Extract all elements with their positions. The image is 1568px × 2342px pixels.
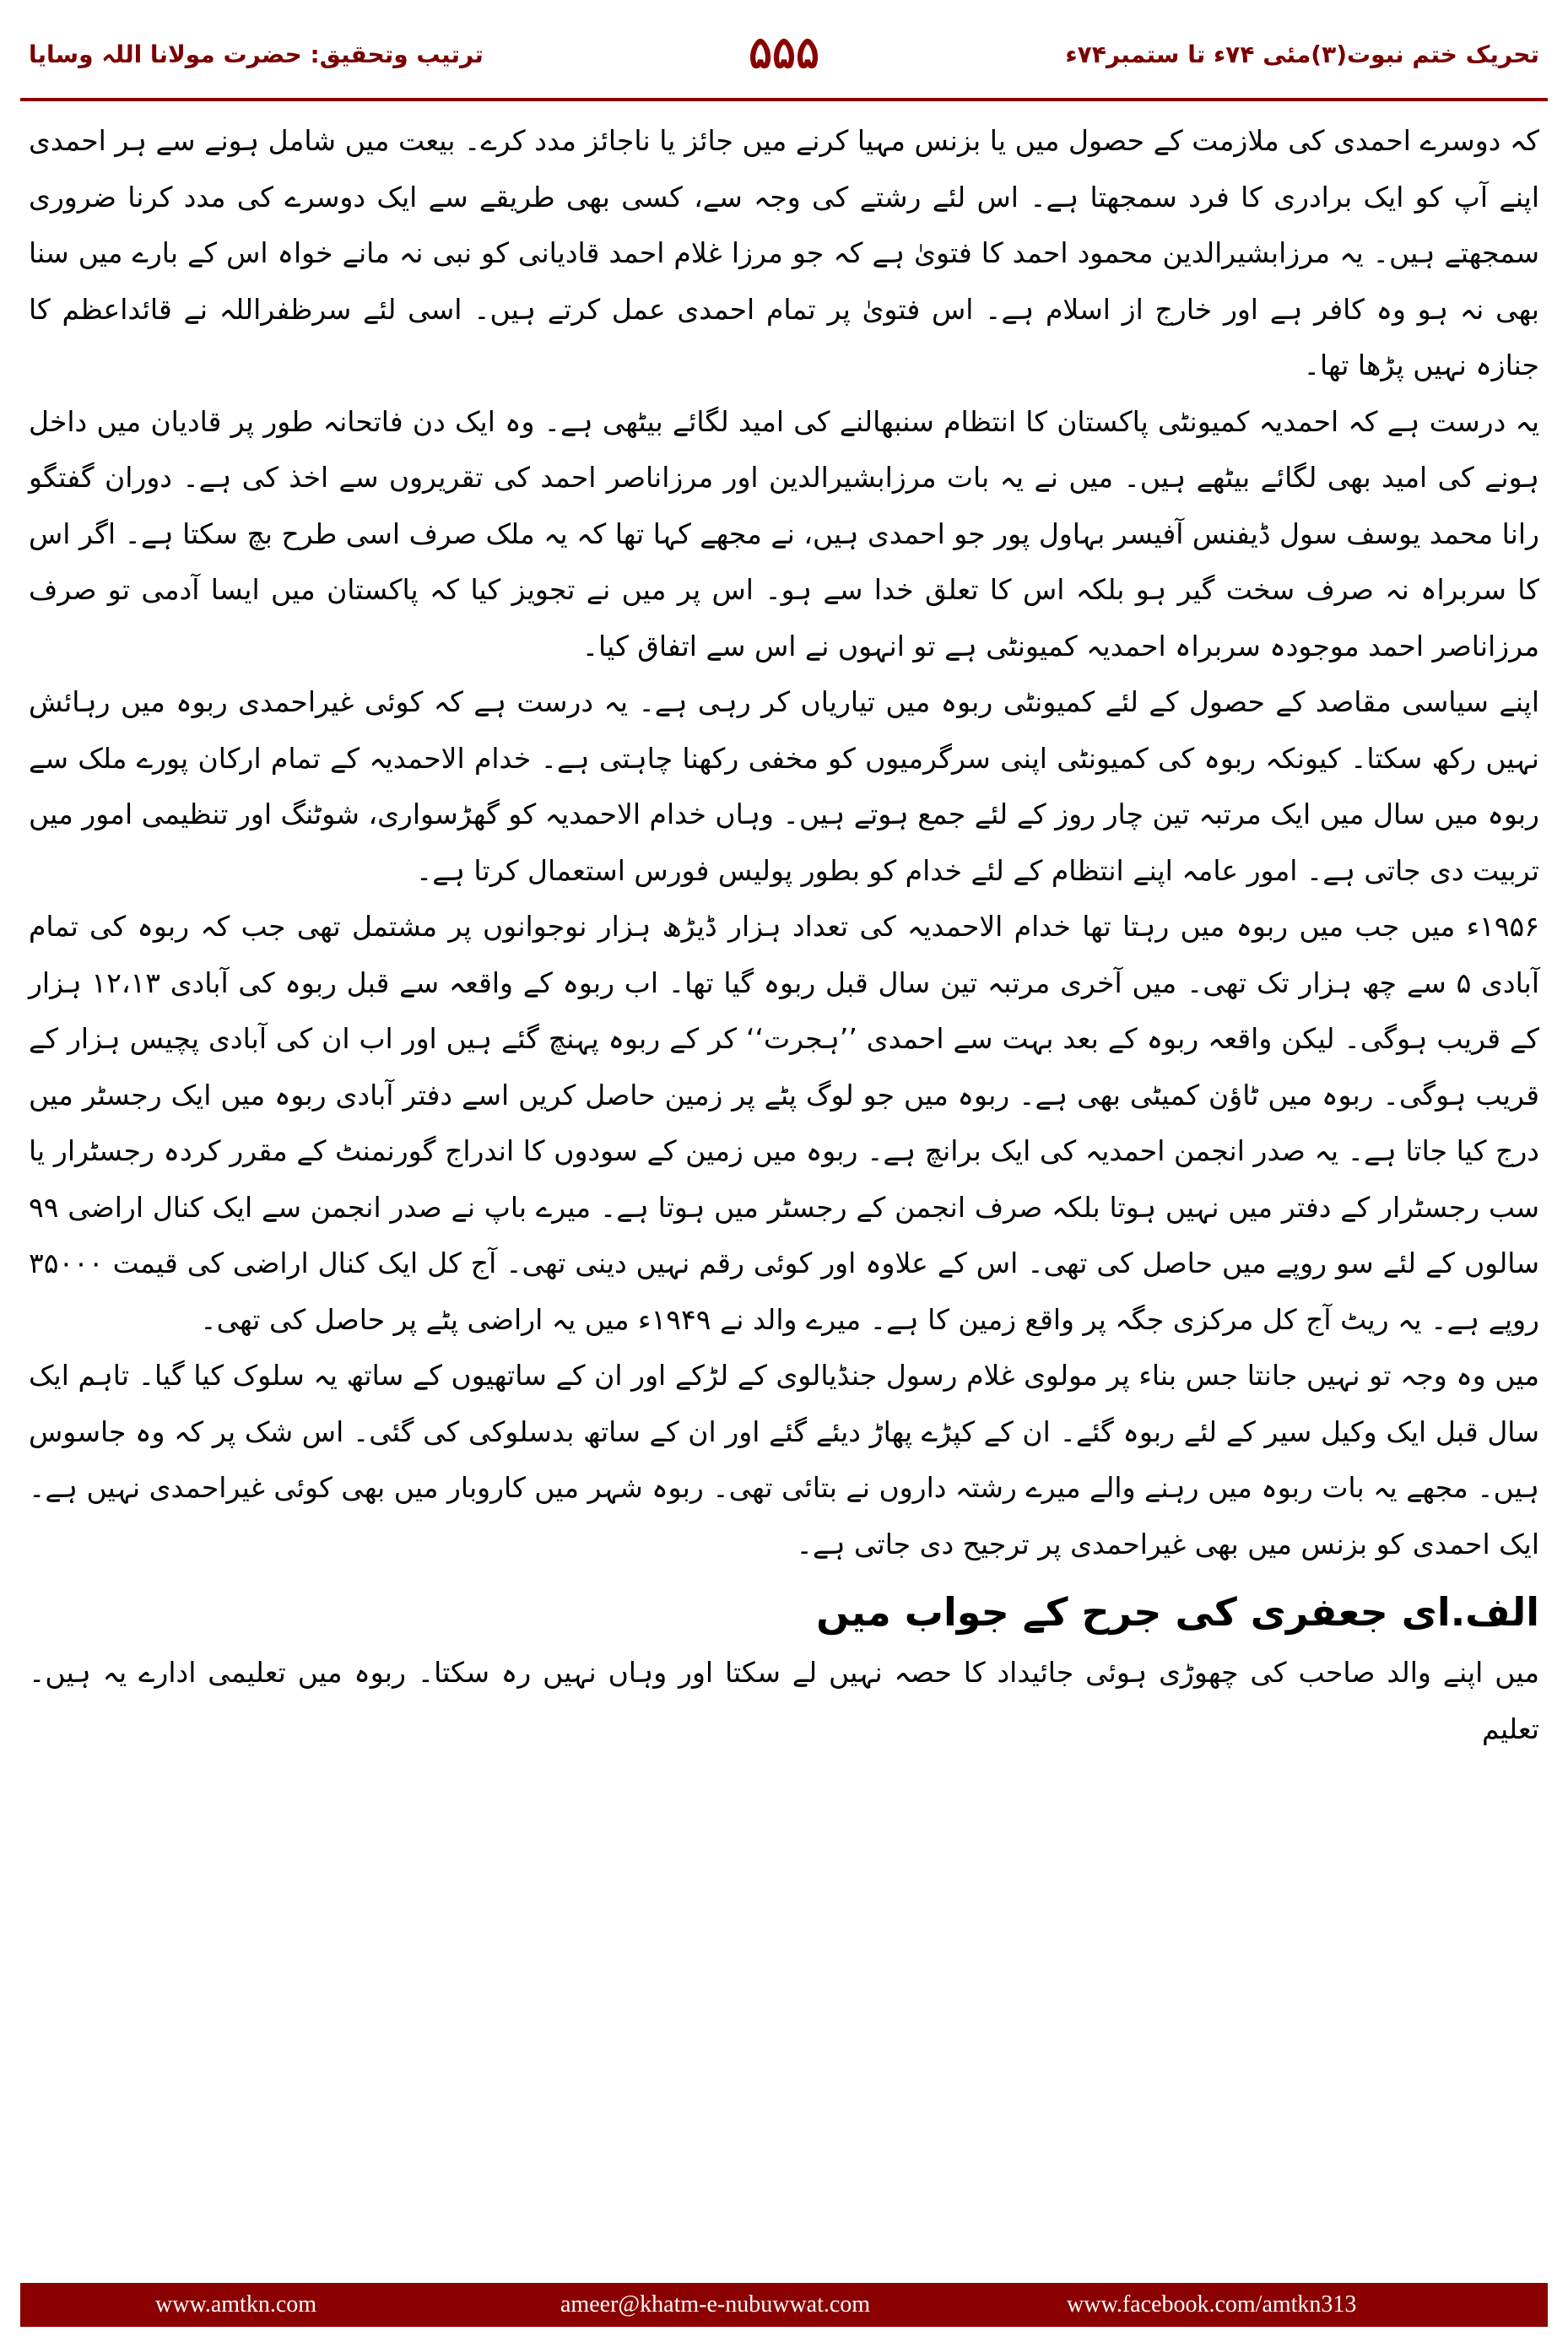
compiler-credit: ترتیب وتحقیق: حضرت مولانا اللہ وسایا [29, 41, 484, 68]
paragraph-2: یہ درست ہے کہ احمدیہ کمیونٹی پاکستان کا انتظام سنبھالنے کی امید لگائے بیٹھی ہے۔ وہ ایک دن فاتحانہ طور پر قادیان میں داخل ہونے کی امید بھی لگائے بیٹھے ہیں۔ میں نے یہ بات مرزابشیرالدین اور مرزاناصر احمد کی تقریروں سے اخذ کی ہے۔ دوران گفتگو رانا محمد یوسف سول ڈیفنس آفیسر بہاول پور جو احمدی ہیں، نے مجھے کہا تھا کہ یہ ملک صرف اسی طرح بچ سکتا ہے۔ اگر اس کا سربراہ نہ صرف سخت گیر ہو بلکہ اس کا تعلق خدا سے ہو۔ اس پر میں نے تجویز کیا کہ پاکستان میں ایسا آدمی تو صرف مرزاناصر احمد موجودہ سربراہ احمدیہ کمیونٹی ہے تو انہوں نے اس سے اتفاق کیا۔ [29, 404, 1539, 663]
book-title: تحریک ختم نبوت(۳)مئی ۷۴ء تا ستمبر۷۴ء [1065, 41, 1539, 68]
section-heading: الف.ای جعفری کی جرح کے جواب میں [816, 1589, 1539, 1635]
header-divider [20, 98, 1548, 101]
footer-website-link[interactable]: www.amtkn.com [155, 2291, 317, 2318]
paragraph-final: میں اپنے والد صاحب کی چھوڑی ہوئی جائیداد کا حصہ نہیں لے سکتا اور وہاں نہیں رہ سکتا۔ ربوہ میں تعلیمی ادارے یہ ہیں۔ تعلیم [29, 1656, 1539, 1745]
paragraph-1: کہ دوسرے احمدی کی ملازمت کے حصول میں یا بزنس مہیا کرنے میں جائز یا ناجائز مدد کرے۔ بیعت میں شامل ہونے سے ہر احمدی اپنے آپ کو ایک برادری کا فرد سمجھتا ہے۔ اس لئے رشتے کی وجہ سے، کسی بھی طریقے سے ایک دوسرے کی مدد کرنا ضروری سمجھتے ہیں۔ یہ مرزابشیرالدین محمود احمد کا فتویٰ ہے کہ جو مرزا غلام احمد قادیانی کو نبی نہ مانے خواہ اس کے بارے میں سنا بھی نہ ہو وہ کافر ہے اور خارج از اسلام ہے۔ اس فتویٰ پر تمام احمدی عمل کرتے ہیں۔ اسی لئے سرظفراللہ نے قائداعظم کا جنازہ نہیں پڑھا تھا۔ [29, 124, 1540, 381]
paragraph-4: ۱۹۵۶ء میں جب میں ربوہ میں رہتا تھا خدام الاحمدیہ کی تعداد ہزار ڈیڑھ ہزار نوجوانوں پر مشتمل تھی جب کہ ربوہ کی تمام آبادی ۵ سے چھ ہزار تک تھی۔ میں آخری مرتبہ تین سال قبل ربوہ گیا تھا۔ اب ربوہ کے واقعہ سے قبل ربوہ کی آبادی ۱۲،۱۳ ہزار کے قریب ہوگی۔ لیکن واقعہ ربوہ کے بعد بہت سے احمدی ’’ہجرت‘‘ کر کے ربوہ پہنچ گئے ہیں اور اب ان کی آبادی پچیس ہزار کے قریب ہوگی۔ ربوہ میں ٹاؤن کمیٹی بھی ہے۔ ربوہ میں جو لوگ پٹے پر زمین حاصل کریں اسے دفتر آبادی ربوہ میں ایک رجسٹر میں درج کیا جاتا ہے۔ یہ صدر انجمن احمدیہ کی ایک برانچ ہے۔ ربوہ میں زمین کے سودوں کا اندراج گورنمنٹ کے مقرر کردہ رجسٹرار یا سب رجسٹرار کے دفتر میں نہیں ہوتا بلکہ صرف انجمن کے رجسٹر میں ہوتا ہے۔ میرے باپ نے صدر انجمن سے ایک کنال اراضی ۹۹ سالوں کے لئے سو روپے میں حاصل کی تھی۔ اس کے علاوہ اور کوئی رقم نہیں دینی تھی۔ آج کل ایک کنال اراضی کی قیمت ۳۵۰۰۰ روپے ہے۔ یہ ریٹ آج کل مرکزی جگہ پر واقع زمین کا ہے۔ میرے والد نے ۱۹۴۹ء میں یہ اراضی پٹے پر حاصل کی تھی۔ [29, 910, 1539, 1336]
footer-facebook-link[interactable]: www.facebook.com/amtkn313 [1067, 2291, 1357, 2318]
page-number: ۵۵۵ [749, 27, 819, 78]
page-header [20, 15, 1548, 100]
page-body [29, 113, 1539, 1757]
page-footer [20, 2283, 1548, 2327]
footer-email-link[interactable]: ameer@khatm-e-nubuwwat.com [560, 2291, 871, 2318]
paragraph-3: اپنے سیاسی مقاصد کے حصول کے لئے کمیونٹی ربوہ میں تیاریاں کر رہی ہے۔ یہ درست ہے کہ کوئی غیراحمدی ربوہ میں رہائش نہیں رکھ سکتا۔ کیونکہ ربوہ کی کمیونٹی اپنی سرگرمیوں کو مخفی رکھنا چاہتی ہے۔ خدام الاحمدیہ کے تمام ارکان پورے ملک سے ربوہ میں سال میں ایک مرتبہ تین چار روز کے لئے جمع ہوتے ہیں۔ وہاں خدام الاحمدیہ کو گھڑسواری، شوٹنگ اور تنظیمی امور میں تربیت دی جاتی ہے۔ امور عامہ اپنے انتظام کے لئے خدام کو بطور پولیس فورس استعمال کرتا ہے۔ [29, 685, 1539, 887]
paragraph-5: میں وہ وجہ تو نہیں جانتا جس بناء پر مولوی غلام رسول جنڈیالوی کے لڑکے اور ان کے ساتھیوں کے ساتھ یہ سلوک کیا گیا۔ تاہم ایک سال قبل ایک وکیل سیر کے لئے ربوہ گئے۔ ان کے کپڑے پھاڑ دیئے گئے اور ان کے ساتھ بدسلوکی کی گئی۔ اس شک پر کہ وہ جاسوس ہیں۔ مجھے یہ بات ربوہ میں رہنے والے میرے رشتہ داروں نے بتائی تھی۔ ربوہ شہر میں کاروبار میں بھی کوئی غیراحمدی نہیں ہے۔ ایک احمدی کو بزنس میں بھی غیراحمدی پر ترجیح دی جاتی ہے۔ [29, 1359, 1539, 1560]
